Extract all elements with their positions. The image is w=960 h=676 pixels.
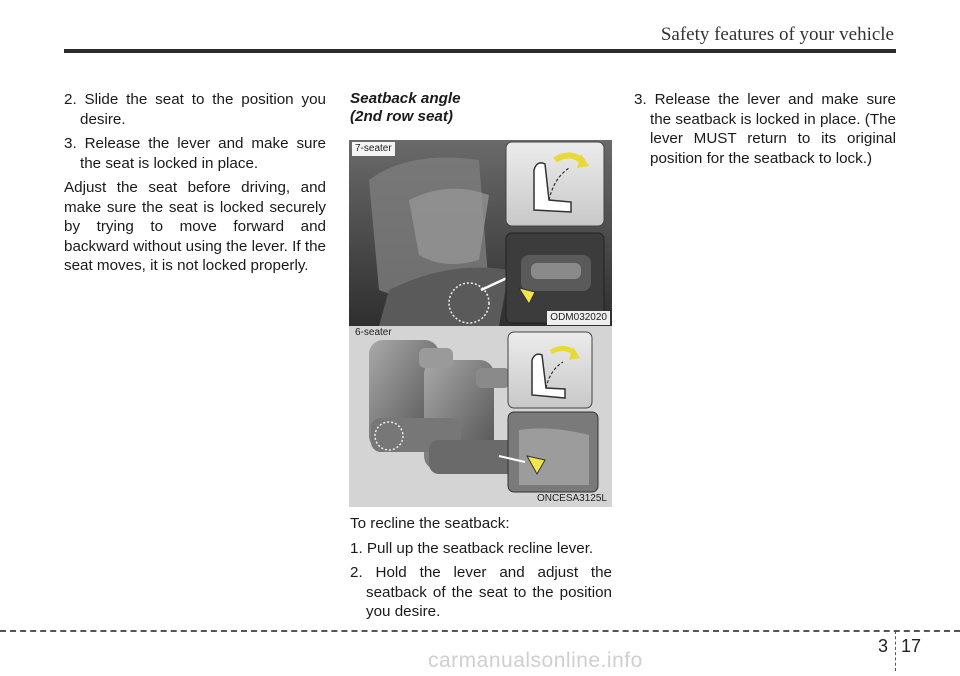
section-title (350, 90, 612, 126)
label-7-seater: 7-seater (352, 142, 395, 156)
seat-figure (349, 140, 612, 507)
recline-step-1: 1. Pull up the seatback recline lever. (350, 539, 594, 557)
section-title-line2: (2nd row seat) (350, 108, 453, 125)
page-header-title: Safety features of your vehicle (660, 24, 894, 45)
middle-column-instructions (350, 514, 612, 627)
step-2-slide-seat: 2. Slide the seat to the position you desire. (64, 91, 326, 128)
page-number-separator (895, 631, 896, 671)
watermark: carmanualsonline.info (428, 649, 643, 672)
step-3-release-lever: 3. Release the lever and make sure the seat is locked in place. (64, 135, 326, 172)
adjust-seat-paragraph: Adjust the seat before driving, and make sure the seat is locked securely by trying to move forward and backward without using the lever. If the seat moves, it is not locked properly. (64, 179, 326, 274)
recline-intro: To recline the seatback: (350, 515, 510, 532)
recline-step-2: 2. Hold the lever and adjust the seatback of the seat to the position you desire. (350, 564, 612, 620)
middle-column-heading (350, 90, 612, 126)
section-title-line1: Seatback angle (350, 90, 461, 107)
right-column (634, 90, 896, 173)
label-6-seater: 6-seater (355, 327, 392, 338)
page-section-number: 3 (878, 636, 889, 656)
page-number: 17 (901, 636, 922, 656)
header-rule (64, 49, 896, 53)
figure-code-bottom: ONCESA3125L (536, 493, 607, 504)
figure-code-top: ODM032020 (547, 311, 610, 325)
recline-step-3: 3. Release the lever and make sure the seatback is locked in place. (The lever MUST return to its original position for the seatback to lock.) (634, 91, 896, 167)
left-column (64, 90, 326, 281)
footer-rule (0, 630, 960, 632)
